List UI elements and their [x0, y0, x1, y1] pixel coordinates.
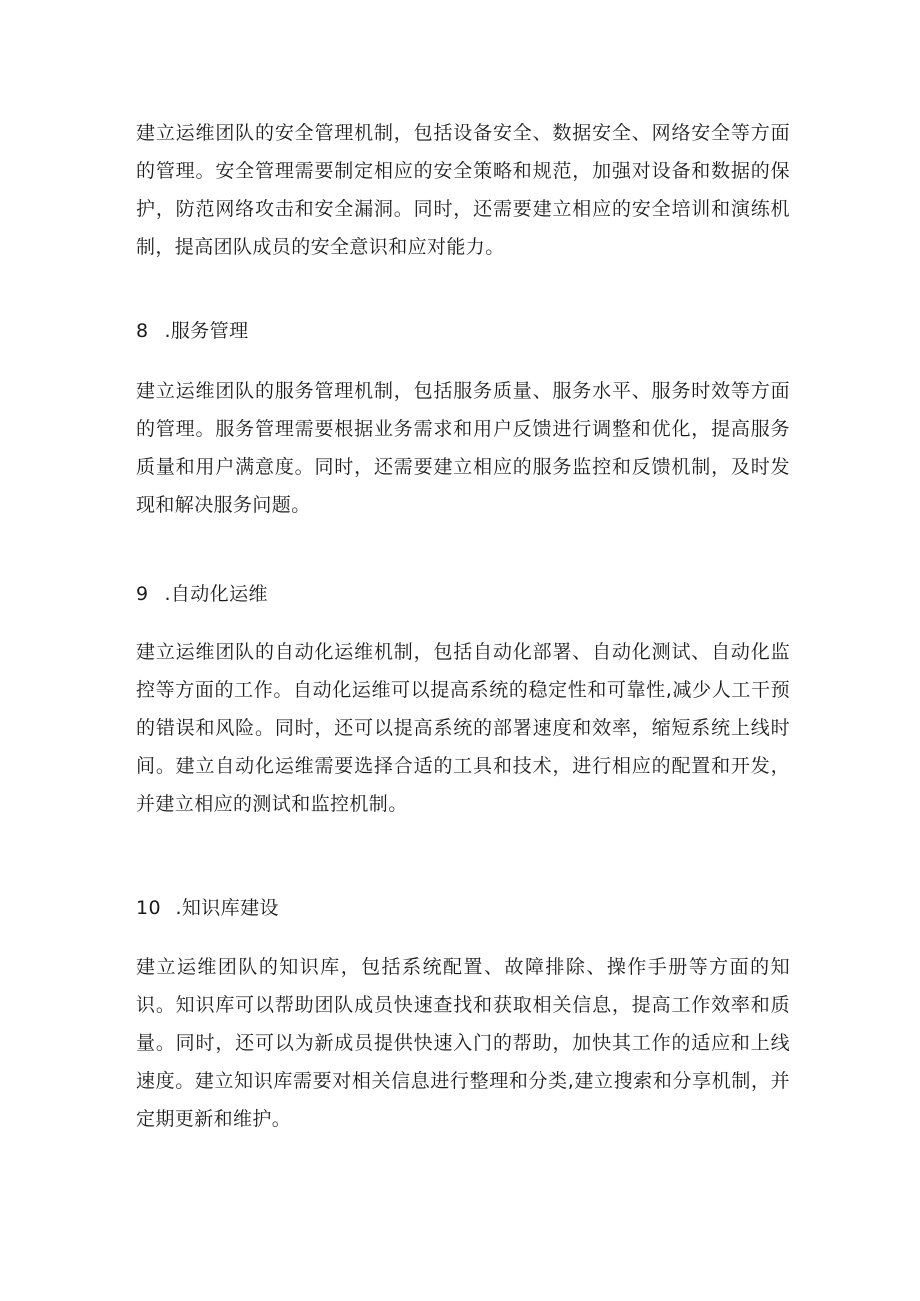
section-title: .自动化运维 [158, 583, 268, 605]
section-title: .服务管理 [158, 320, 249, 342]
section-heading-service-management [136, 316, 790, 346]
section-number: 8 [136, 320, 149, 342]
paragraph-service-management: 建立运维团队的服务管理机制，包括服务质量、服务水平、服务时效等方面的管理。服务管理需要根据业务需求和用户反馈进行调整和优化，提高服务质量和用户满意度。同时，还需要建立相应的服务监控和反馈机制，及时发现和解决服务问题。 [136, 380, 790, 516]
section-title: .知识库建设 [169, 897, 279, 919]
section-number: 10 [136, 897, 161, 919]
paragraph-automated-operations: 建立运维团队的自动化运维机制，包括自动化部署、自动化测试、自动化监控等方面的工作。自动化运维可以提高系统的稳定性和可靠性,减少人工干预的错误和风险。同时，还可以提高系统的部署速度和效率，缩短系统上线时间。建立自动化运维需要选择合适的工具和技术，进行相应的配置和开发，并建立相应的测试和监控机制。 [136, 641, 790, 815]
section-heading-knowledge-base [136, 893, 790, 923]
section-heading-automated-operations [136, 579, 790, 609]
section-number: 9 [136, 583, 149, 605]
paragraph-knowledge-base: 建立运维团队的知识库，包括系统配置、故障排除、操作手册等方面的知识。知识库可以帮助团队成员快速查找和获取相关信息，提高工作效率和质量。同时，还可以为新成员提供快速入门的帮助，加快其工作的适应和上线速度。建立知识库需要对相关信息进行整理和分类,建立搜索和分享机制，并定期更新和维护。 [136, 956, 790, 1130]
paragraph-security-management: 建立运维团队的安全管理机制，包括设备安全、数据安全、网络安全等方面的管理。安全管理需要制定相应的安全策略和规范，加强对设备和数据的保护，防范网络攻击和安全漏洞。同时，还需要建立相应的安全培训和演练机制，提高团队成员的安全意识和应对能力。 [136, 122, 790, 258]
